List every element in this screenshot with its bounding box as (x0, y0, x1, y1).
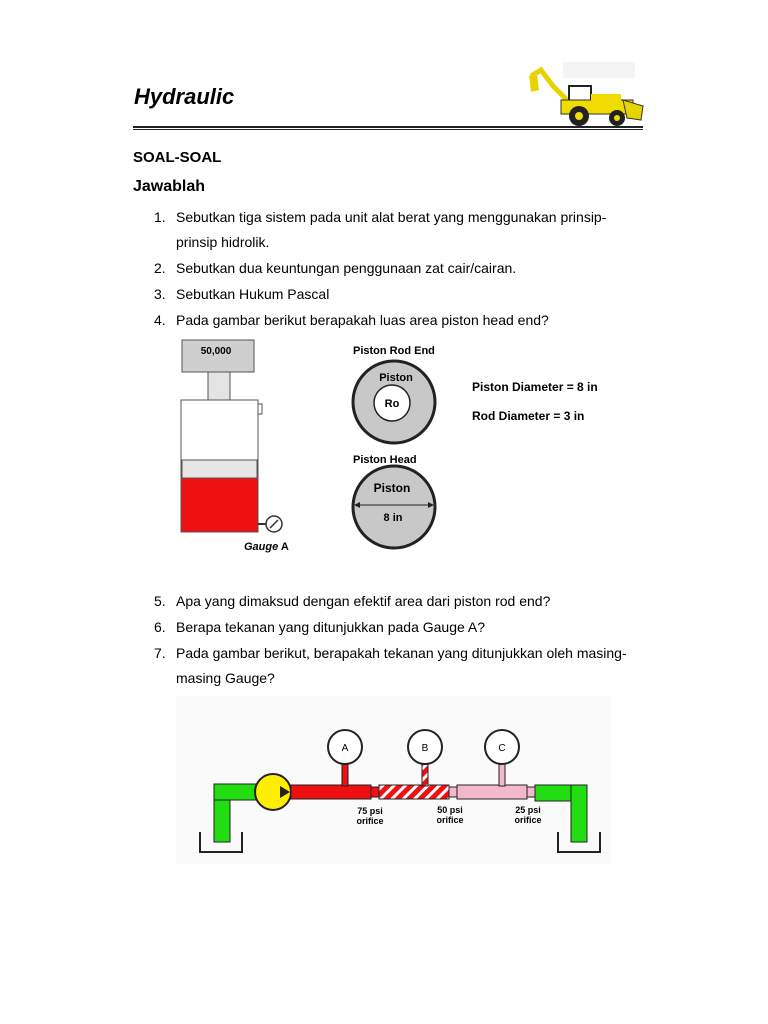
question-number: 4. (154, 312, 166, 328)
gauge-a-label: A (341, 743, 349, 754)
piston-diameter-spec: Piston Diameter = 8 in (472, 380, 598, 394)
question-number: 6. (154, 619, 166, 635)
piston-cylinder-figure (170, 336, 630, 558)
gauge-label: Gauge A (244, 541, 289, 553)
gauge-a-stem (342, 764, 348, 786)
load-label: 50,000 (200, 346, 232, 357)
instruction-title: Jawablah (133, 178, 206, 195)
question-item (154, 589, 634, 614)
return-line-vertical (571, 785, 587, 842)
gauge-c-label: C (498, 743, 506, 754)
header-divider (133, 126, 643, 130)
question-item (154, 205, 634, 255)
orifice-2-label: orifice (436, 815, 464, 825)
question-item (154, 256, 634, 281)
question-text: Apa yang dimaksud dengan efektif area dari piston rod end? (176, 593, 551, 609)
orifice-3 (527, 787, 535, 797)
question-list-2 (154, 589, 634, 692)
question-item (154, 282, 634, 307)
suction-line-horizontal (214, 784, 256, 800)
head-piston-label: Piston (373, 481, 411, 495)
question-list-1 (154, 205, 634, 334)
section-title: SOAL-SOAL (133, 149, 222, 166)
backhoe-loader-icon (527, 60, 645, 128)
rod-diameter-spec: Rod Diameter = 3 in (472, 409, 585, 423)
question-text: Berapa tekanan yang ditunjukkan pada Gauge A? (176, 619, 486, 635)
head-title: Piston Head (353, 454, 417, 466)
orifice-1 (371, 787, 379, 797)
question-item (154, 308, 634, 333)
orifice-1-label: orifice (356, 816, 384, 826)
rod-end-title: Piston Rod End (353, 345, 435, 357)
question-number: 5. (154, 593, 166, 609)
orifice-3-label: orifice (514, 815, 542, 825)
question-text: Pada gambar berikut berapakah luas area piston head end? (176, 312, 549, 328)
pressure-line-1 (291, 785, 371, 799)
question-number: 2. (154, 260, 166, 276)
gauge-c-stem (499, 764, 505, 786)
hydraulic-fluid (181, 478, 258, 532)
pressure-line-3 (457, 785, 527, 799)
pressure-line-2 (379, 785, 449, 799)
question-item (154, 615, 634, 640)
question-number: 7. (154, 645, 166, 661)
orifice-1-psi: 75 psi (357, 806, 383, 816)
head-dimension-label: 8 in (383, 512, 403, 524)
page-header-title: Hydraulic (134, 84, 235, 109)
gauge-b-stem (422, 764, 428, 786)
rod-label: Ro (384, 398, 400, 410)
question-text: Pada gambar berikut, berapakah tekanan yang ditunjukkan oleh masing-masing Gauge? (176, 645, 627, 686)
piston-head (182, 460, 257, 478)
question-text: Sebutkan dua keuntungan penggunaan zat cair/cairan. (176, 260, 517, 276)
rod-end-piston-label: Piston (379, 372, 413, 384)
hydraulic-circuit-figure (176, 696, 610, 864)
question-number: 3. (154, 286, 166, 302)
question-text: Sebutkan tiga sistem pada unit alat berat yang menggunakan prinsip-prinsip hidrolik. (176, 209, 607, 250)
head-piston-circle (353, 466, 435, 548)
cylinder-cap-detail (258, 404, 262, 414)
question-item (154, 641, 634, 691)
gauge-b-label: B (421, 743, 429, 754)
orifice-3-psi: 25 psi (515, 805, 541, 815)
orifice-2-psi: 50 psi (437, 805, 463, 815)
question-number: 1. (154, 209, 166, 225)
question-text: Sebutkan Hukum Pascal (176, 286, 330, 302)
orifice-2 (449, 787, 457, 797)
